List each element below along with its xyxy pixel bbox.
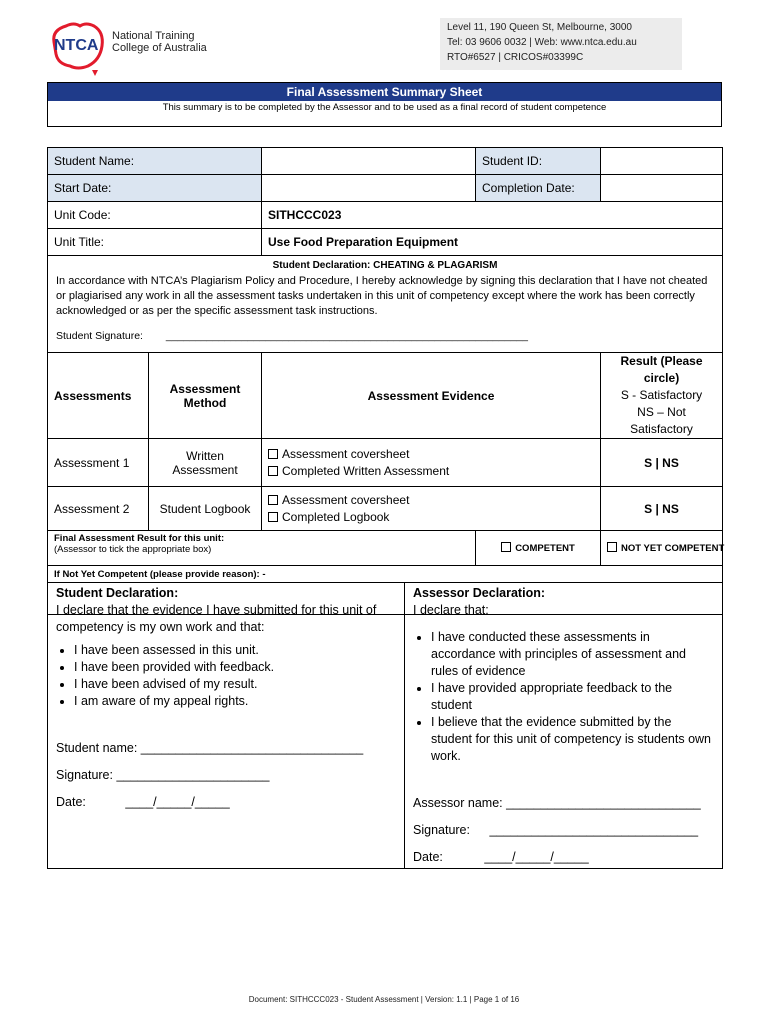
title-box: [47, 82, 722, 127]
list-item: • I have conducted these assessments in accordance with principles of assessment and rules of evidence: [431, 629, 714, 680]
page-subtitle: This summary is to be completed by the Assessor and to be used as a final record of student competence: [162, 102, 607, 113]
logo-abbrev: NTCA: [54, 37, 99, 54]
student-decl-date-row[interactable]: [56, 794, 396, 811]
result-header-line-2: S - Satisfactory: [620, 388, 703, 402]
assessment-1-method: Written Assessment: [149, 439, 262, 487]
assessor-declaration-list: [413, 629, 714, 765]
completion-date-field[interactable]: [601, 175, 723, 202]
assessor-date-line: ____/_____/_____: [484, 850, 589, 864]
student-declaration-list: [56, 642, 396, 710]
address-line-2: Tel: 03 9606 0032 | Web: www.ntca.edu.au: [447, 37, 637, 48]
assessor-signature-label: Signature:: [413, 823, 470, 837]
evidence-label: Assessment coversheet: [282, 492, 410, 507]
not-yet-competent-label: NOT YET COMPETENT: [621, 543, 725, 554]
student-decl-date-label: Date:: [56, 795, 86, 809]
checkbox-icon: [501, 542, 511, 552]
checkbox-icon: [268, 449, 278, 459]
list-item: • I have provided appropriate feedback to the student: [431, 680, 714, 714]
student-name-line[interactable]: Student name: ________________________________: [56, 741, 364, 755]
student-signature-line[interactable]: ______________________________________________________________: [165, 330, 528, 342]
student-decl-date-line: ____/_____/_____: [125, 795, 230, 809]
completion-date-label: Completion Date:: [476, 175, 601, 202]
start-date-field[interactable]: [262, 175, 476, 202]
assessment-2-method: Student Logbook: [149, 487, 262, 531]
plagiarism-declaration: [48, 256, 723, 353]
plagiarism-heading: Student Declaration: CHEATING & PLAGARISM: [272, 260, 498, 271]
student-signature-row: [56, 329, 714, 344]
evidence-item[interactable]: [268, 446, 594, 463]
assessment-1-result[interactable]: S | NS: [601, 439, 723, 487]
col-evidence-header: Assessment Evidence: [262, 353, 601, 439]
student-declaration-intro: I declare that the evidence I have submitted for this unit of competency is my own work and that:: [56, 603, 377, 634]
page-title: Final Assessment Summary Sheet: [48, 83, 721, 101]
table-row: [48, 487, 723, 531]
assessor-declaration-intro: I declare that:: [413, 603, 489, 617]
page-footer: Document: SITHCCC023 - Student Assessment | Version: 1.1 | Page 1 of 16: [248, 995, 520, 1004]
evidence-label: Completed Written Assessment: [282, 463, 450, 478]
list-item: • I have been provided with feedback.: [74, 659, 396, 676]
declarations-table: [47, 582, 723, 869]
assessor-declaration-heading: Assessor Declaration:: [413, 586, 546, 600]
final-result-sublabel: (Assessor to tick the appropriate box): [54, 544, 212, 555]
checkbox-icon: [268, 512, 278, 522]
competent-label: COMPETENT: [515, 543, 575, 554]
assessor-name-line[interactable]: Assessor name: ____________________________: [413, 796, 701, 810]
plagiarism-text: In accordance with NTCA’s Plagiarism Policy and Procedure, I hereby acknowledge by signing this declaration that I have not cheated or plagiarised any work in all the assessment tasks undertaken in this unit of competency except where the work has been correctly acknowledged or as per the specific assessment task instructions.: [56, 275, 708, 317]
col-result-header: [601, 353, 723, 439]
student-declaration-heading: Student Declaration:: [56, 586, 179, 600]
result-header-line-1: Result (Please circle): [620, 354, 703, 385]
student-id-label: Student ID:: [476, 148, 601, 175]
logo-name: [112, 30, 207, 54]
address-line-1: Level 11, 190 Queen St, Melbourne, 3000: [447, 22, 632, 33]
assessment-1-name: Assessment 1: [48, 439, 149, 487]
checkbox-icon: [268, 466, 278, 476]
evidence-item[interactable]: [268, 509, 594, 526]
evidence-label: Completed Logbook: [282, 509, 390, 524]
assessment-summary-table: [47, 147, 723, 615]
assessment-2-evidence: [262, 487, 601, 531]
assessor-declaration: [405, 583, 723, 869]
checkbox-icon: [268, 495, 278, 505]
list-item: • I have been assessed in this unit.: [74, 642, 396, 659]
address-line-3: RTO#6527 | CRICOS#03399C: [447, 52, 584, 63]
assessment-2-result[interactable]: S | NS: [601, 487, 723, 531]
assessor-date-label: Date:: [413, 850, 443, 864]
col-assessments-header: Assessments: [48, 353, 149, 439]
logo-line-1: National Training: [112, 30, 195, 42]
table-row: [48, 439, 723, 487]
student-decl-signature-line[interactable]: Signature: ______________________: [56, 768, 270, 782]
result-header-line-3: NS – Not Satisfactory: [630, 405, 693, 436]
checkbox-icon: [607, 542, 617, 552]
ntca-logo: [48, 20, 218, 76]
assessor-signature-row[interactable]: [413, 822, 714, 839]
unit-code-label: Unit Code:: [48, 202, 262, 229]
list-item: • I am aware of my appeal rights.: [74, 693, 396, 710]
list-item: • I believe that the evidence submitted by the student for this unit of competency is students own work.: [431, 714, 714, 765]
not-yet-competent-option[interactable]: [601, 531, 723, 566]
final-result-label: Final Assessment Result for this unit:: [54, 533, 225, 544]
unit-code-value: SITHCCC023: [262, 202, 723, 229]
assessment-2-name: Assessment 2: [48, 487, 149, 531]
list-item: • I have been advised of my result.: [74, 676, 396, 693]
competent-option[interactable]: [476, 531, 601, 566]
final-result-label-cell: [48, 531, 476, 566]
australia-map-logo-icon: [48, 20, 110, 76]
nyc-reason-label: If Not Yet Competent (please provide reason): -: [54, 569, 266, 580]
address-block: [440, 18, 682, 70]
logo-line-2: College of Australia: [112, 42, 207, 54]
evidence-item[interactable]: [268, 463, 594, 480]
student-signature-label: Student Signature:: [56, 330, 143, 342]
col-method-header: Assessment Method: [149, 353, 262, 439]
evidence-label: Assessment coversheet: [282, 446, 410, 461]
assessor-date-row[interactable]: [413, 849, 714, 866]
assessor-signature-line: ______________________________: [489, 823, 699, 837]
unit-title-value: Use Food Preparation Equipment: [262, 229, 723, 256]
assessment-1-evidence: [262, 439, 601, 487]
student-name-label: Student Name:: [48, 148, 262, 175]
start-date-label: Start Date:: [48, 175, 262, 202]
student-name-field[interactable]: [262, 148, 476, 175]
student-id-field[interactable]: [601, 148, 723, 175]
evidence-item[interactable]: [268, 492, 594, 509]
student-declaration: [48, 583, 405, 869]
unit-title-label: Unit Title:: [48, 229, 262, 256]
